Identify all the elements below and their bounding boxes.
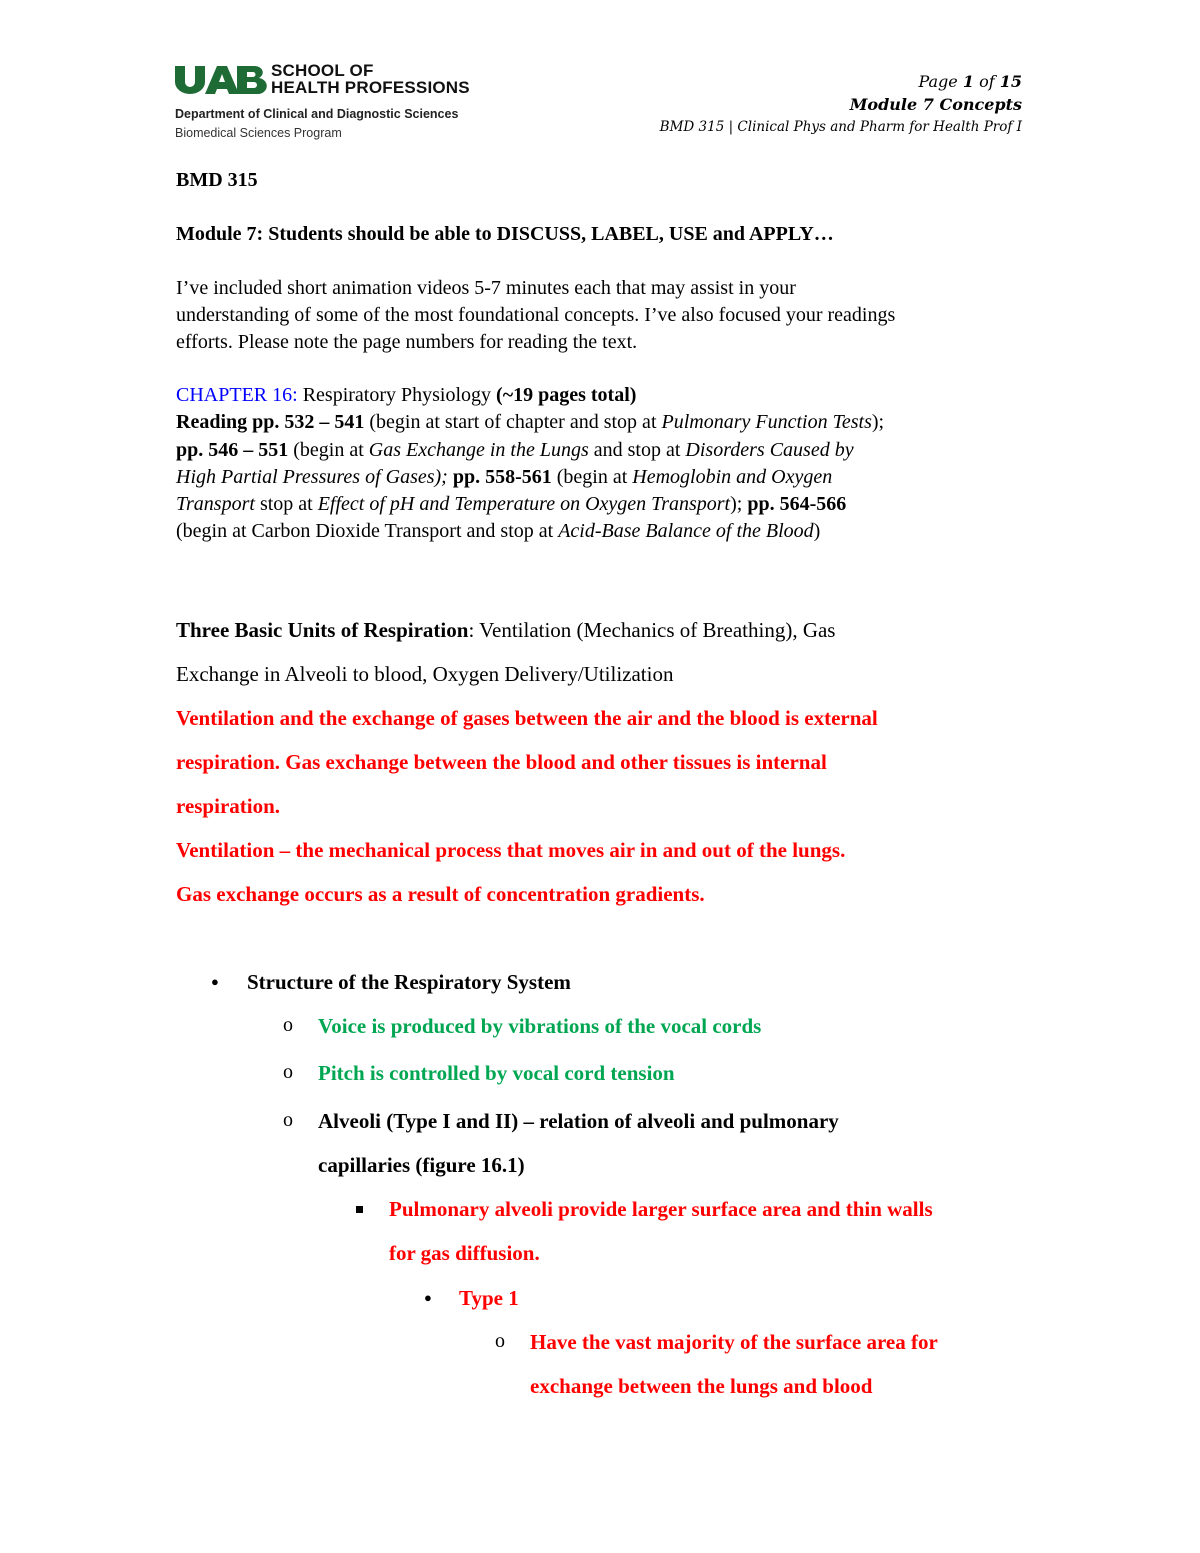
outline-square-1-line-1: Pulmonary alveoli provide larger surface area and thin walls [389, 1197, 933, 1221]
reading-text: stop at [254, 493, 318, 515]
outline-sub-3-line-2: capillaries (figure 16.1) [318, 1153, 525, 1177]
reading-text: ); [871, 411, 885, 433]
reading-section: High Partial Pressures of Gases); [176, 466, 448, 488]
course-code: BMD 315 [176, 169, 258, 191]
chapter-pages-total: (~19 pages total) [496, 384, 637, 406]
reading-line-3 [176, 464, 832, 490]
logo-program: Biomedical Sciences Program [175, 126, 342, 140]
page-total: 15 [999, 72, 1022, 91]
circle-bullet-icon: o [283, 1014, 293, 1036]
red-line-3: respiration. [176, 794, 281, 818]
outline-o-1-line-1: Have the vast majority of the surface area for [530, 1330, 938, 1354]
reading-text: (begin at [288, 439, 369, 461]
red-line-2: respiration. Gas exchange between the blood and other tissues is internal [176, 750, 827, 774]
reading-text: (begin at Carbon Dioxide Transport and stop at [176, 520, 559, 542]
red-line-5: Gas exchange occurs as a result of concentration gradients. [176, 882, 705, 906]
disc-bullet-icon: ● [211, 974, 219, 989]
reading-pages-4: pp. 564-566 [742, 493, 847, 515]
reading-line-4 [176, 491, 846, 517]
uab-logo-mark-icon [175, 64, 270, 94]
square-bullet-icon [356, 1206, 363, 1213]
reading-text: (begin at [551, 466, 633, 488]
chapter-line [176, 382, 636, 408]
reading-text: and stop at [588, 439, 686, 461]
outline-sub-3-line-1: Alveoli (Type I and II) – relation of alveoli and pulmonary [318, 1109, 839, 1133]
reading-section: Hemoglobin and Oxygen [632, 466, 833, 488]
reading-line-5 [176, 518, 820, 544]
logo-department: Department of Clinical and Diagnostic Sciences [175, 107, 459, 121]
reading-text: ); [730, 493, 743, 515]
red-line-1: Ventilation and the exchange of gases between the air and the blood is external [176, 706, 878, 730]
reading-text: (begin at start of chapter and stop at [364, 411, 662, 433]
outline-sub-1: Voice is produced by vibrations of the vocal cords [318, 1014, 762, 1038]
page-number [918, 72, 1022, 91]
circle-bullet-icon: o [495, 1330, 505, 1352]
outline-sub-2: Pitch is controlled by vocal cord tension [318, 1061, 675, 1085]
reading-line-1 [176, 409, 884, 435]
reading-section: Disorders Caused by [685, 439, 854, 461]
reading-pages-3: pp. 558-561 [447, 466, 552, 488]
reading-section: Effect of pH and Temperature on Oxygen Transport [317, 493, 731, 515]
page-of: of [974, 72, 1000, 91]
reading-line-2 [176, 437, 854, 463]
intro-line-2: understanding of some of the most foundational concepts. I’ve also focused your readings [176, 304, 896, 326]
reading-pages-1: Reading pp. 532 – 541 [176, 411, 365, 433]
reading-text: ) [813, 520, 821, 542]
three-units-text: : Ventilation (Mechanics of Breathing), Gas [468, 618, 836, 642]
reading-pages-2: pp. 546 – 551 [176, 439, 289, 461]
outline-item-1: Structure of the Respiratory System [247, 970, 571, 994]
outline-o-1-line-2: exchange between the lungs and blood [530, 1374, 873, 1398]
outline-dot-1: Type 1 [459, 1286, 519, 1310]
disc-bullet-icon: ● [424, 1290, 432, 1305]
chapter-label: CHAPTER 16: [176, 384, 298, 406]
page-current: 1 [962, 72, 974, 91]
logo-school-line2: HEALTH PROFESSIONS [271, 78, 470, 97]
reading-section: Gas Exchange in the Lungs [368, 439, 589, 461]
course-line: BMD 315 | Clinical Phys and Pharm for Health Prof I [659, 119, 1022, 135]
red-line-4: Ventilation – the mechanical process that moves air in and out of the lungs. [176, 838, 846, 862]
uab-logo [175, 62, 505, 146]
three-units-line-1 [176, 617, 835, 643]
page-label: Page [918, 72, 963, 91]
logo-school-name [271, 62, 470, 96]
reading-section: Transport [176, 493, 255, 515]
intro-line-1: I’ve included short animation videos 5-7 minutes each that may assist in your [176, 277, 796, 299]
reading-section: Pulmonary Function Tests [661, 411, 872, 433]
circle-bullet-icon: o [283, 1109, 293, 1131]
module-heading: Module 7: Students should be able to DISCUSS, LABEL, USE and APPLY… [176, 223, 834, 245]
three-units-line-2: Exchange in Alveoli to blood, Oxygen Delivery/Utilization [176, 662, 674, 686]
logo-school-line1: SCHOOL OF [271, 61, 374, 80]
circle-bullet-icon: o [283, 1061, 293, 1083]
three-units-label: Three Basic Units of Respiration [176, 618, 469, 642]
reading-section: Acid-Base Balance of the Blood [558, 520, 814, 542]
chapter-title: Respiratory Physiology [297, 384, 497, 406]
outline-square-1-line-2: for gas diffusion. [389, 1241, 540, 1265]
intro-line-3: efforts. Please note the page numbers for reading the text. [176, 331, 638, 353]
module-title: Module 7 Concepts [849, 95, 1022, 114]
